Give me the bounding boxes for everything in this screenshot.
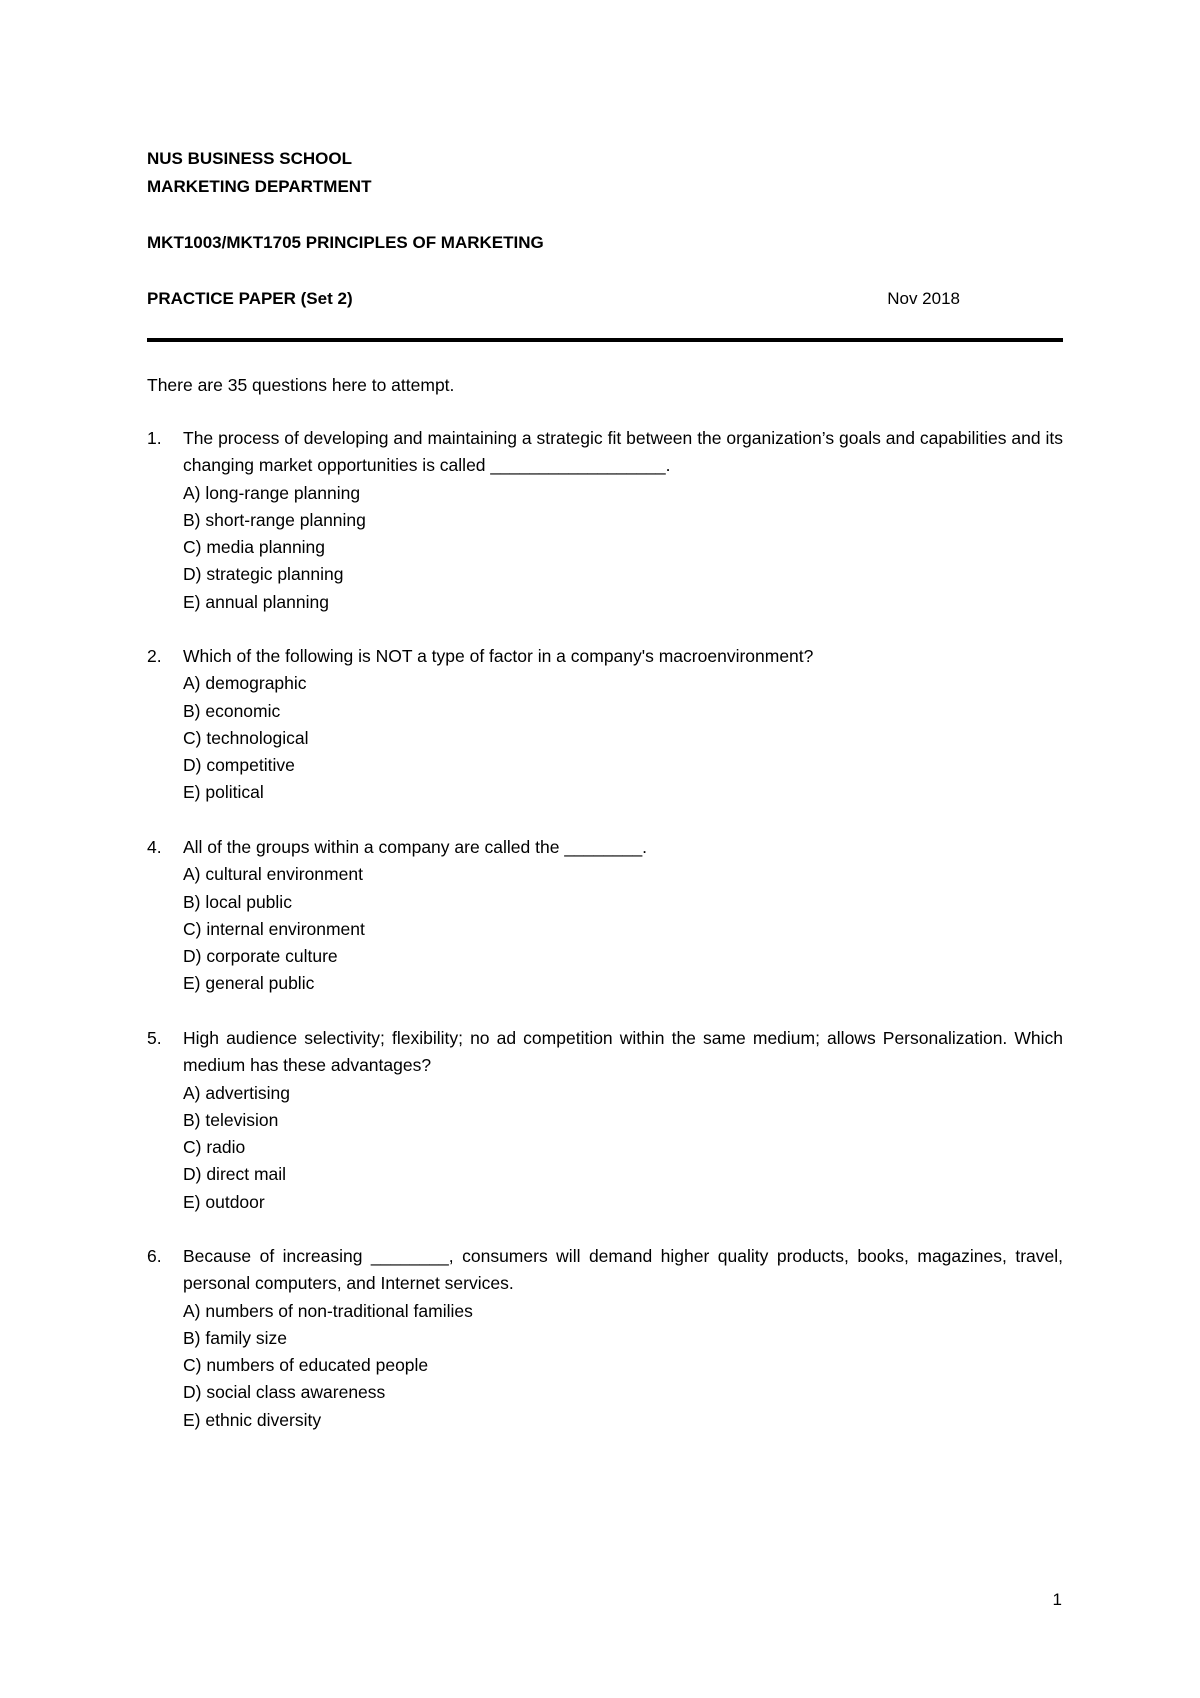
question-text: The process of developing and maintaining a strategic fit between the organization’s goals and capabilities and its changing market opportunities is called __________________. (183, 428, 1063, 476)
question-5 (147, 1025, 1063, 1216)
option-b: B) television (183, 1109, 279, 1130)
option-d: D) strategic planning (183, 564, 344, 585)
option-b: B) short-range planning (183, 509, 366, 530)
option-d: D) social class awareness (183, 1382, 386, 1403)
question-1 (147, 425, 1063, 616)
paper-date: Nov 2018 (887, 289, 960, 308)
option-a: A) advertising (183, 1082, 290, 1103)
option-b: B) family size (183, 1327, 288, 1348)
option-b: B) local public (183, 891, 292, 912)
option-c: C) internal environment (183, 918, 365, 939)
option-a: A) demographic (183, 673, 307, 694)
option-c: C) media planning (183, 537, 326, 558)
page-number: 1 (1052, 1590, 1062, 1609)
option-c: C) numbers of educated people (183, 1355, 429, 1376)
option-e: E) political (183, 782, 264, 803)
option-e: E) outdoor (183, 1191, 265, 1212)
question-2 (147, 643, 1063, 807)
option-d: D) direct mail (183, 1164, 287, 1185)
question-number: 4. (147, 837, 162, 857)
option-e: E) ethnic diversity (183, 1409, 322, 1430)
option-a: A) cultural environment (183, 864, 363, 885)
course-title: MKT1003/MKT1705 PRINCIPLES OF MARKETING (147, 233, 544, 252)
option-e: E) annual planning (183, 591, 329, 612)
option-b: B) economic (183, 700, 281, 721)
question-number: 2. (147, 646, 162, 666)
option-d: D) competitive (183, 755, 295, 776)
school-name: NUS BUSINESS SCHOOL (147, 149, 352, 168)
question-6 (147, 1243, 1063, 1434)
option-c: C) technological (183, 727, 309, 748)
question-text: High audience selectivity; flexibility; no ad competition within the same medium; allows Personalization. Which medium has these advantages? (183, 1028, 1063, 1076)
question-text: Because of increasing ________, consumers will demand higher quality products, books, magazines, travel, personal computers, and Internet services. (183, 1246, 1063, 1294)
option-a: A) long-range planning (183, 482, 361, 503)
option-a: A) numbers of non-traditional families (183, 1300, 473, 1321)
department-name: MARKETING DEPARTMENT (147, 177, 372, 196)
header-divider (147, 338, 1063, 342)
option-d: D) corporate culture (183, 946, 338, 967)
question-number: 1. (147, 428, 162, 448)
intro-text: There are 35 questions here to attempt. (147, 375, 455, 395)
question-text: Which of the following is NOT a type of factor in a company's macroenvironment? (183, 646, 814, 666)
question-4 (147, 834, 1063, 998)
option-c: C) radio (183, 1137, 246, 1158)
paper-title: PRACTICE PAPER (Set 2) (147, 289, 353, 308)
question-text: All of the groups within a company are called the ________. (183, 837, 648, 857)
option-e: E) general public (183, 973, 315, 994)
question-number: 6. (147, 1246, 162, 1266)
question-number: 5. (147, 1028, 162, 1048)
